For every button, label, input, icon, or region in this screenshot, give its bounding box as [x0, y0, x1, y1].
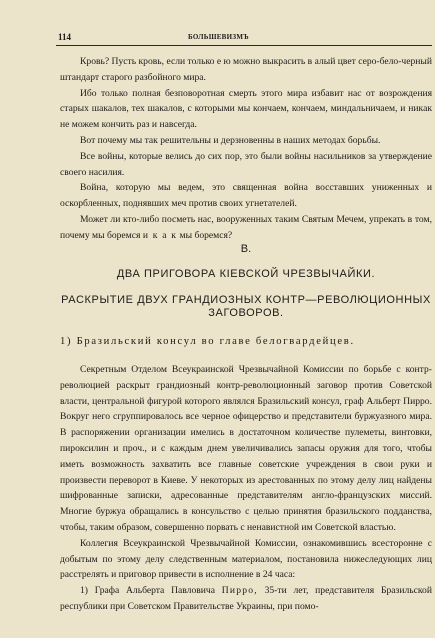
paragraph: Все войны, которые велись до сих пор, это были войны насильников за утверждение своего насилия.: [60, 150, 432, 178]
paragraph-text: мы боремся?: [177, 229, 233, 241]
paragraph: Коллегия Всеукраинской Чрезвычайной Комиссии, ознакомившись всесторонне с добытым по этому делу следственным материалом, постановила нижеследующих лиц расстрелять и приговор привести в исполнение в 24 часа:: [60, 537, 432, 581]
paragraph-text: 35-ти лет, представителя Бразильской республики при Советском Правительстве Украины, при помо-: [60, 585, 432, 612]
top-text-block: [60, 54, 432, 244]
paragraph-text: 1) Графа Альберта Павловича: [80, 585, 222, 597]
paragraph: [60, 583, 432, 615]
paragraph: [60, 212, 432, 244]
section-number: B.: [240, 243, 252, 255]
section-title: ДВА ПРИГОВОРА КІЕВСКОЙ ЧРЕЗВЫЧАЙКИ.: [116, 268, 376, 280]
running-title: БОЛЬШЕВИЗМЪ: [188, 33, 249, 41]
paragraph: Ибо только полная безповоротная смерть этого мира избавит нас от возрождения старых шакалов, тех шакалов, с которыми мы кончаем, кончаем, миндальничаем, и никак не можем кончить раз и навсегда.: [60, 87, 432, 131]
paragraph: Вот почему мы так решительны и дерзновенны в наших методах борьбы.: [80, 134, 381, 146]
header-rule: [56, 45, 432, 46]
paragraph: Кровь? Пусть кровь, если только е ю можно выкрасить в алый цвет серо-бело-черный штандарт старого разбойного мира.: [60, 56, 432, 83]
section-subtitle: РАСКРЫТИЕ ДВУХ ГРАНДИОЗНЫХ КОНТР—РЕВОЛЮЦИОННЫХ ЗАГОВОРОВ.: [61, 294, 431, 319]
emphasized-name: Пирро,: [221, 585, 258, 597]
paragraph: Война, которую мы ведем, это священная война восставших униженных и оскорбленных, поднявших меч против своих угнетателей.: [60, 182, 432, 210]
paragraph: Секретным Отделом Всеукраинской Чрезвычайной Комиссии по борьбе с контр-революцией раскрыт грандиозный контр-революционный заговор против Советской власти, центральной фигурой которого являлся Бразильский консул, граф Альберт Пирро. Вокруг него сгруппировалось все черное офицерство и представители буржуазного мира. В распоряжении организации имелись в достаточном количестве пулеметы, винтовки, пироксилин и проч., и с каждым днем увеличивались запасы оружия для того, чтобы иметь возможность захватить все главные советские учреждения в свои руки и произвести переворот в Киеве. У некоторых из арестованных по этому делу лиц найдены шифрованные записки, адресованные представителям англо-французских миссий. Многие буржуа обращались в консульство с целью принятия бразильского подданства, чтобы, таким образом, совершенно порвать с ненавистной им Советской властью.: [60, 364, 432, 533]
body-text-block: [60, 362, 432, 615]
page-number: 114: [58, 32, 72, 42]
page-header: [58, 32, 432, 44]
paragraph-text: Может ли кто-либо посметь нас, вооруженных таким Святым Мечем, упрекать в том, почему мы боремся: [60, 213, 432, 241]
subheading: 1) Бразильский консул во главе белогвардейцев.: [60, 336, 355, 347]
emphasized-text: и к а к: [142, 229, 178, 241]
